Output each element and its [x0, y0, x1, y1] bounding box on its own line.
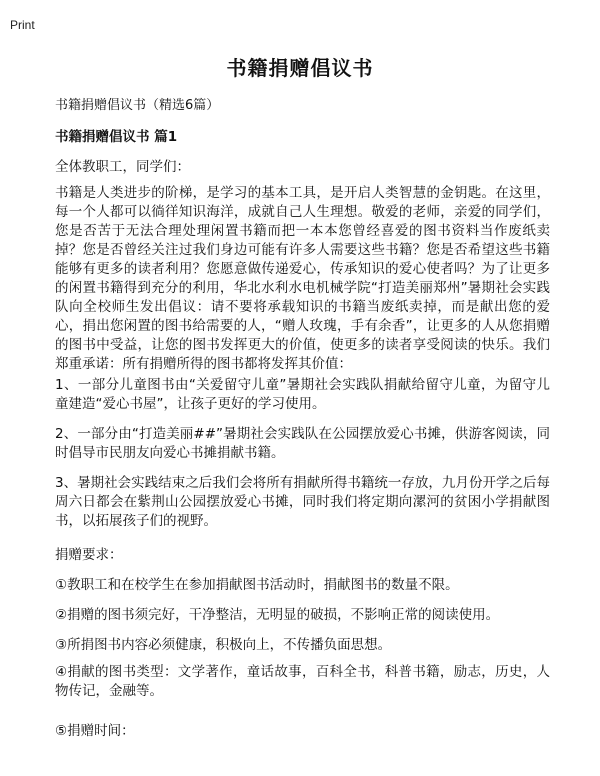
commitment-item-2: 2、一部分由“打造美丽##”暑期社会实践队在公园摆放爱心书摊，供游客阅读，同时倡导市民朋友向爱心书摊捐献书籍。 [55, 426, 550, 461]
requirement-2: ②捐赠的图书须完好，干净整洁，无明显的破损，不影响正常的阅读使用。 [55, 607, 500, 623]
commitment-item-3: 3、暑期社会实践结束之后我们会将所有捐献所得书籍统一存放，九月份开学之后每周六日都会在紫荆山公园摆放爱心书摊，同时我们将定期向漯河的贫困小学捐献图书，以拓展孩子们的视野。 [55, 475, 550, 529]
intro-paragraph: 书籍是人类进步的阶梯，是学习的基本工具，是开启人类智慧的金钥匙。在这里，每一个人都可以徜徉知识海洋，成就自己人生理想。敬爱的老师，亲爱的同学们，您是否苦于无法合理处理闲置书籍而把一本本您曾经喜爱的图书资料当作废纸卖掉？您是否曾经关注过我们身边可能有许多人需要这些书籍？您是否希望这些书籍能够有更多的读者利用？您愿意做传递爱心，传承知识的爱心使者吗？为了让更多的闲置书籍得到充分的利用，华北水利水电机械学院“打造美丽郑州”暑期社会实践队向全校师生发出倡议：请不要将承载知识的书籍当废纸卖掉，而是献出您的爱心，捐出您闲置的图书给需要的人，“赠人玫瑰，手有余香”，让更多的人从您捐赠的图书中受益，让您的图书发挥更大的价值，使更多的读者享受阅读的快乐。我们郑重承诺：所有捐赠所得的图书都将发挥其价值： [55, 185, 550, 372]
print-link[interactable]: Print [10, 18, 35, 32]
requirement-1: ①教职工和在校学生在参加捐献图书活动时，捐献图书的数量不限。 [55, 577, 459, 593]
subtitle: 书籍捐赠倡议书（精选6篇） [55, 98, 220, 113]
commitment-item-1: 1、一部分儿童图书由“关爱留守儿童”暑期社会实践队捐献给留守儿童，为留守儿童建造“爱心书屋”，让孩子更好的学习使用。 [55, 377, 550, 412]
requirement-5: ⑤捐赠时间： [55, 723, 135, 739]
requirement-3: ③所捐图书内容必须健康，积极向上，不传播负面思想。 [55, 637, 392, 653]
requirements-heading: 捐赠要求： [55, 547, 123, 563]
requirement-4: ④捐献的图书类型：文学著作，童话故事，百科全书，科普书籍，励志，历史，人物传记，金融等。 [55, 664, 550, 699]
section-heading: 书籍捐赠倡议书 篇1 [55, 129, 178, 145]
greeting: 全体教职工，同学们： [55, 159, 190, 175]
page-title: 书籍捐赠倡议书 [226, 56, 374, 80]
